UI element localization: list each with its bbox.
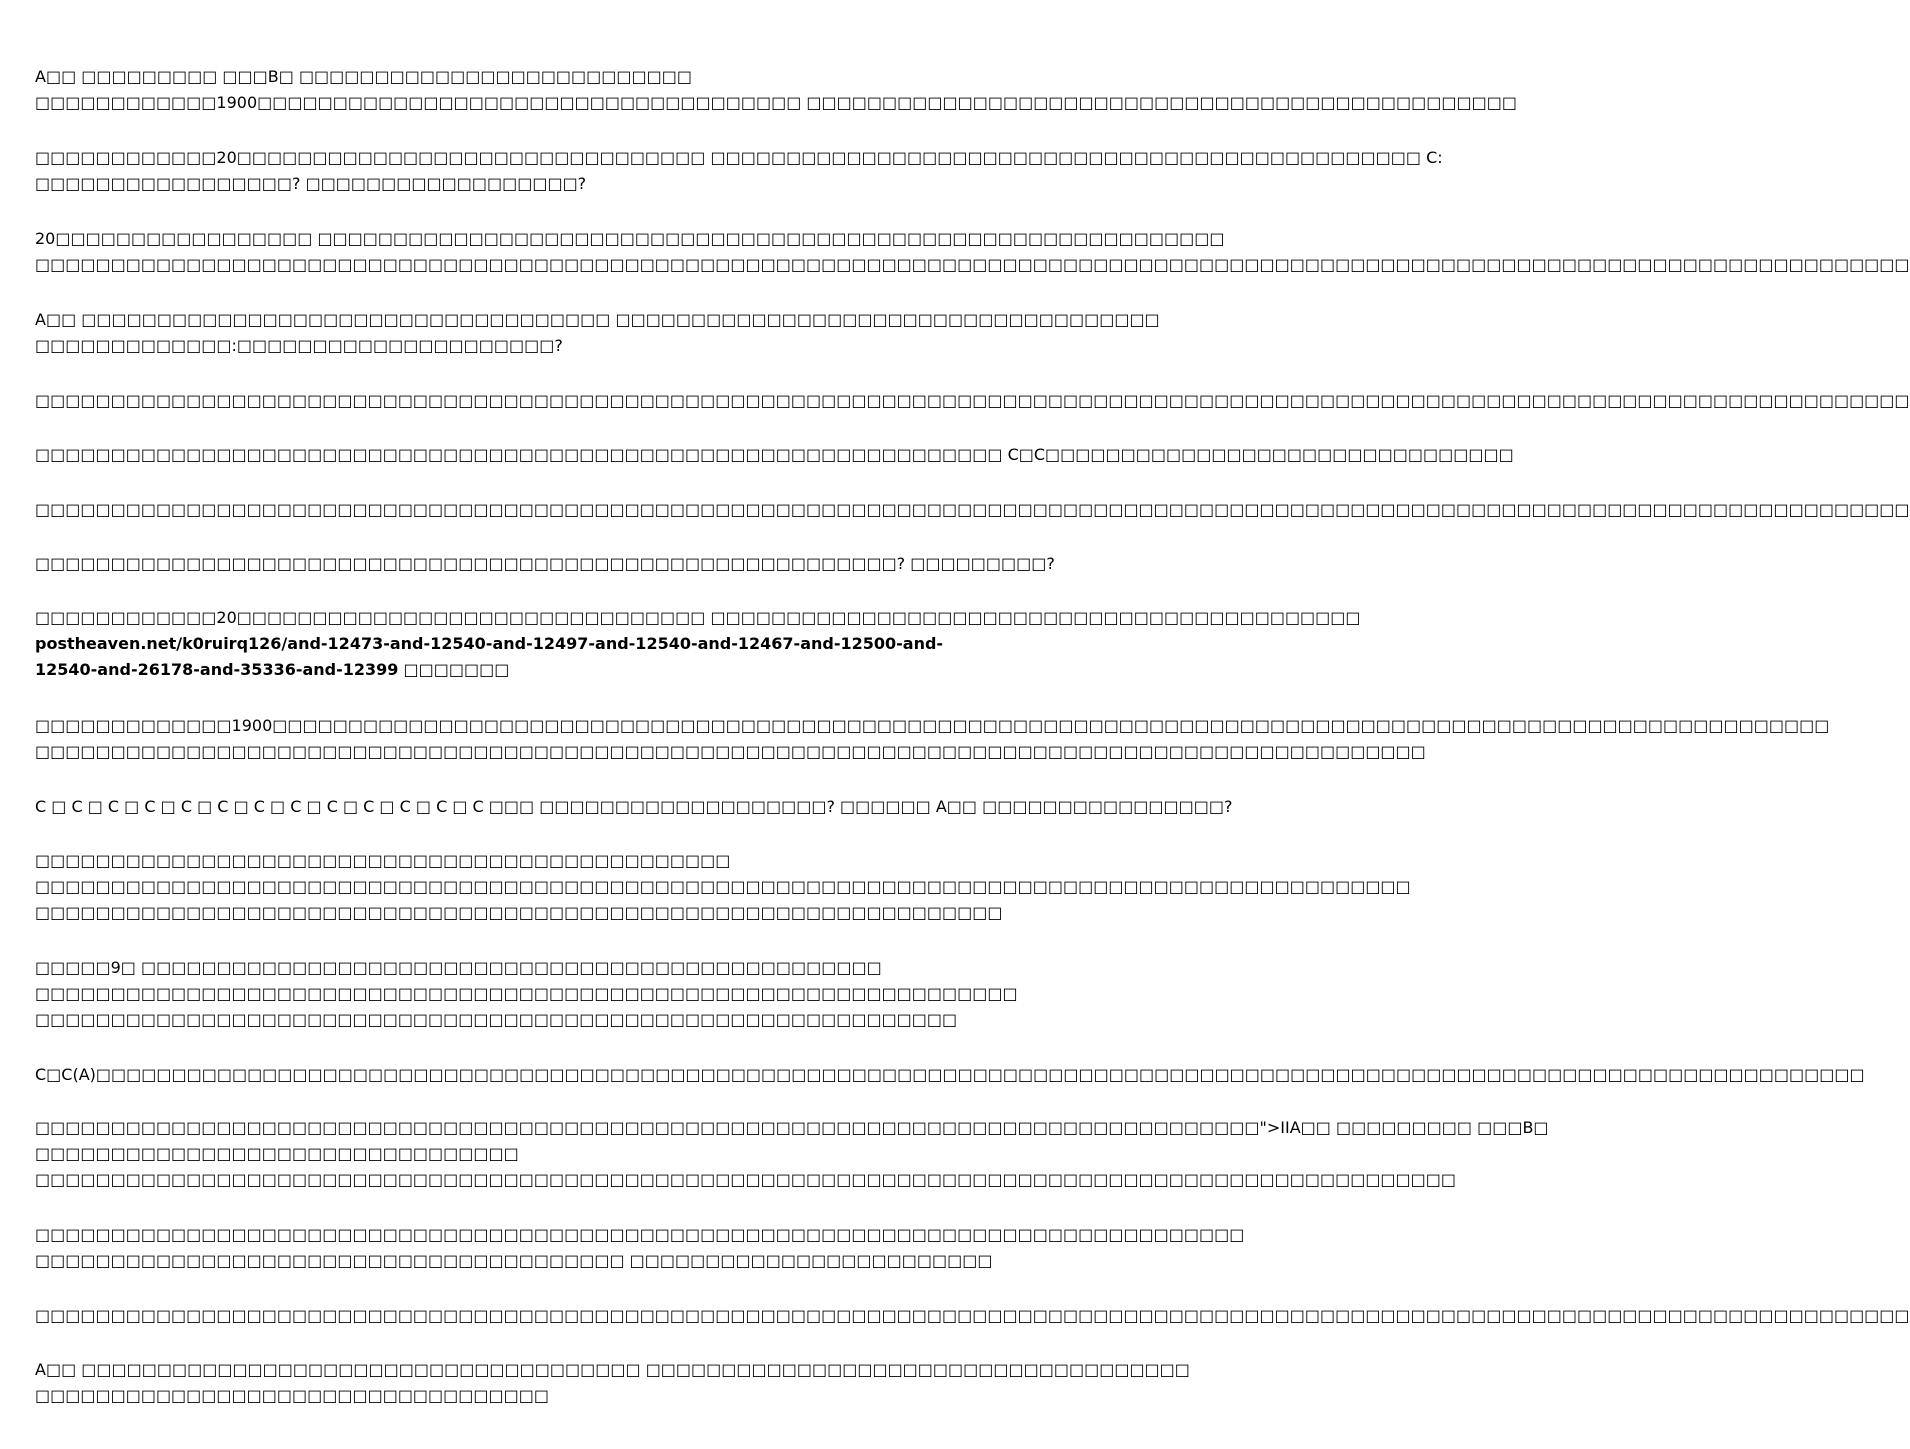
text-line: □□□□□□□□□□□□□□□□□□□□□□□□□□□□□□□□□□□□□□□□□□□□□□	[35, 851, 731, 870]
paragraph-3	[35, 226, 1910, 278]
text-line: □□□□□□□□□□□□□□□□□□□□□□□□□□□□□□□□□□□□□□□ □□□□□□□□□□□□□□□□□□□□□□□□	[35, 1251, 993, 1270]
text-line: □□□□□□□□□□□□□□□□□□□□□□□□□□□□□□□□□□□□□□□□□□□□□□□□□□□□□□□□□□□□□□□□□	[35, 984, 1018, 1003]
text-line: □□□□□□□□□□□□□□□□□□□□□□□□□□□□□□□□□□□□□□□□□□□□□□□□□□□□□□□□□□□□□□□□□□□□□□□□□□□□□□□□□□□□□□□□□□□□□□□□□□□□□□□□□□□□□□□□□□□□□□□□□□□□	[35, 1306, 1910, 1325]
text-line: □□□□□□□□□□□□□□□□□□□□□□□□□□□□□□□□□□□□□□□□□□□□□□□□□□□□□□□□□□□□□□□□□□□□□□□□□□□□□□□□	[35, 1225, 1245, 1244]
text-line: □□□□□□□□□□□□20□□□□□□□□□□□□□□□□□□□□□□□□□□□□□□□ □□□□□□□□□□□□□□□□□□□□□□□□□□□□□□□□□□□□□□□□□□□	[35, 608, 1361, 627]
text-line: □□□□□□□□□□□□□□□□□□□□□□□□□□□□□□□□□□	[35, 1386, 549, 1405]
text-line: □□□□□□□□□□□□□□□□□□□□□□□□□□□□□□□□□□□□□□□□□□□□□□□□□□□□□□□□□□□□□□□□□□□□□□□□□□□□□□□□□">IIA□□ □□□□□□□□□ □□□B□	[35, 1118, 1549, 1137]
paragraph-12	[35, 848, 1411, 926]
paragraph-9	[35, 605, 1361, 683]
text-line: □□□□□□□□□□□□□□□□□□□□□□□□□□□□□□□□□□□□□□□□□□□□□□□□□□□□□□□□□□□□□□□□□□□□□□□□□□□□□□□□□□□□□□□□□□□□□□□□□□□□□□□□□□□□□□□□□□□□□□□□□□□□	[35, 255, 1910, 274]
paragraph-7	[35, 497, 1910, 523]
paragraph-5	[35, 388, 1910, 414]
paragraph-11	[35, 794, 1233, 820]
text-line: □□□□□□□□□□□□□□□□□□□□□□□□□□□□□□□□□□□□□□□□□□□□□□□□□□□□□□□□□□□□□□□□	[35, 903, 1003, 922]
paragraph-15	[35, 1115, 1549, 1193]
post-link[interactable]: postheaven.net/k0ruirq126/and-12473-and-12540-and-12497-and-12540-and-12467-and-12500-and-12540-and-26178-and-35336-and-12399	[35, 634, 944, 679]
paragraph-10	[35, 713, 1830, 765]
text-line: 20□□□□□□□□□□□□□□□□□ □□□□□□□□□□□□□□□□□□□□□□□□□□□□□□□□□□□□□□□□□□□□□□□□□□□□□□□□□□□□	[35, 229, 1225, 248]
paragraph-2	[35, 145, 1443, 197]
text-line: □□□□□□□□□□□□□□□□□? □□□□□□□□□□□□□□□□□□?	[35, 174, 587, 193]
text-line: □□□□□□□□□□□□□□□□□□□□□□□□□□□□□□□□□□□□□□□□□□□□□□□□□□□□□□□□□□□□□□□□□□□□□□□□□□□□□□□□□□□□□□□□□□□□□□□□□□□□□□□□□□□□□□□□□□□□□□□□□□□□	[35, 500, 1910, 519]
paragraph-8	[35, 551, 1055, 577]
text-line: □□□□□□□□□□□□1900□□□□□□□□□□□□□□□□□□□□□□□□□□□□□□□□□□□□ □□□□□□□□□□□□□□□□□□□□□□□□□□□□□□□□□□□□□□□□□□□□□□□	[35, 93, 1517, 112]
text-line: □□□□□□□□□□□□□:□□□□□□□□□□□□□□□□□□□□□?	[35, 336, 563, 355]
text-line: C□C(A)□□□□□□□□□□□□□□□□□□□□□□□□□□□□□□□□□□□□□□□□□□□□□□□□□□□□□□□□□□□□□□□□□□□□□□□□□□□□□□□□□□□□□□□□□□□□□□□□□□□□□□□□□□□□□□□□□□□□□	[35, 1065, 1865, 1084]
text-line: □□□□□□□□□□□□□□□□□□□□□□□□□□□□□□□□□□□□□□□□□□□□□□□□□□□□□□□□□□□□□□□□ C□C□□□□□□□□□□□□□□□□□□□□□□□□□□□□□□□	[35, 445, 1514, 464]
text-line: □□□□□□□□□□□□□1900□□□□□□□□□□□□□□□□□□□□□□□□□□□□□□□□□□□□□□□□□□□□□□□□□□□□□□□□□□□□□□□□□□□□□□□□□□□□□□□□□□□□□□□□□□□□□□□□□□□□□□□	[35, 716, 1830, 735]
text-line: □□□□□□□□□□□□□□□□□□□□□□□□□□□□□□□□□□□□□□□□□□□□□□□□□□□□□□□□□? □□□□□□□□□?	[35, 554, 1055, 573]
link-line	[35, 631, 990, 683]
text-line: □□□□□□□□□□□□□□□□□□□□□□□□□□□□□□□□□□□□□□□□□□□□□□□□□□□□□□□□□□□□□□□□□□□□□□□□□□□□□□□□□□□□□□□□□□□	[35, 877, 1411, 896]
text-line: A□□ □□□□□□□□□□□□□□□□□□□□□□□□□□□□□□□□□□□□□ □□□□□□□□□□□□□□□□□□□□□□□□□□□□□□□□□□□□	[35, 1360, 1190, 1379]
paragraph-4	[35, 307, 1160, 359]
paragraph-17	[35, 1303, 1910, 1329]
text-line: □□□□□□□□□□□□□□□□□□□□□□□□□□□□□□□□□□□□□□□□□□□□□□□□□□□□□□□□□□□□□□□□□□□□□□□□□□□□□□□□□□□□□□□□□□□□□□	[35, 1170, 1457, 1189]
paragraph-13	[35, 955, 1018, 1033]
paragraph-18	[35, 1357, 1190, 1409]
text-line: □□□□□□□□□□□□□□□□□□□□□□□□□□□□□□□□	[35, 1144, 519, 1163]
paragraph-1	[35, 64, 1517, 116]
text-line: □□□□□□□□□□□□□□□□□□□□□□□□□□□□□□□□□□□□□□□□□□□□□□□□□□□□□□□□□□□□□□□□□□□□□□□□□□□□□□□□□□□□□□□□□□□□	[35, 742, 1426, 761]
text-line: □□□□□□□□□□□□□□□□□□□□□□□□□□□□□□□□□□□□□□□□□□□□□□□□□□□□□□□□□□□□□	[35, 1010, 958, 1029]
text-line: C □ C □ C □ C □ C □ C □ C □ C □ C □ C □ C □ C □ C □□□ □□□□□□□□□□□□□□□□□□□? □□□□□□ A□□ □□□□□□□□□□□□□□□□?	[35, 797, 1233, 816]
text-line: □□□□□□□□□□□□20□□□□□□□□□□□□□□□□□□□□□□□□□□□□□□□ □□□□□□□□□□□□□□□□□□□□□□□□□□□□□□□□□□□□□□□□□□□□□□□ C:	[35, 148, 1443, 167]
text-line: A□□ □□□□□□□□□□□□□□□□□□□□□□□□□□□□□□□□□□□ □□□□□□□□□□□□□□□□□□□□□□□□□□□□□□□□□□□□	[35, 310, 1160, 329]
text-line: A□□ □□□□□□□□□ □□□B□ □□□□□□□□□□□□□□□□□□□□□□□□□□	[35, 67, 692, 86]
paragraph-6	[35, 442, 1514, 468]
paragraph-14	[35, 1062, 1865, 1088]
text-line: □□□□□9□ □□□□□□□□□□□□□□□□□□□□□□□□□□□□□□□□□□□□□□□□□□□□□□□□□	[35, 958, 882, 977]
link-suffix: □□□□□□□	[398, 660, 510, 679]
text-line: □□□□□□□□□□□□□□□□□□□□□□□□□□□□□□□□□□□□□□□□□□□□□□□□□□□□□□□□□□□□□□□□□□□□□□□□□□□□□□□□□□□□□□□□□□□□□□□□□□□□□□□□□□□□□□□□□□□□□□□□□□□□	[35, 391, 1910, 410]
paragraph-16	[35, 1222, 1245, 1274]
